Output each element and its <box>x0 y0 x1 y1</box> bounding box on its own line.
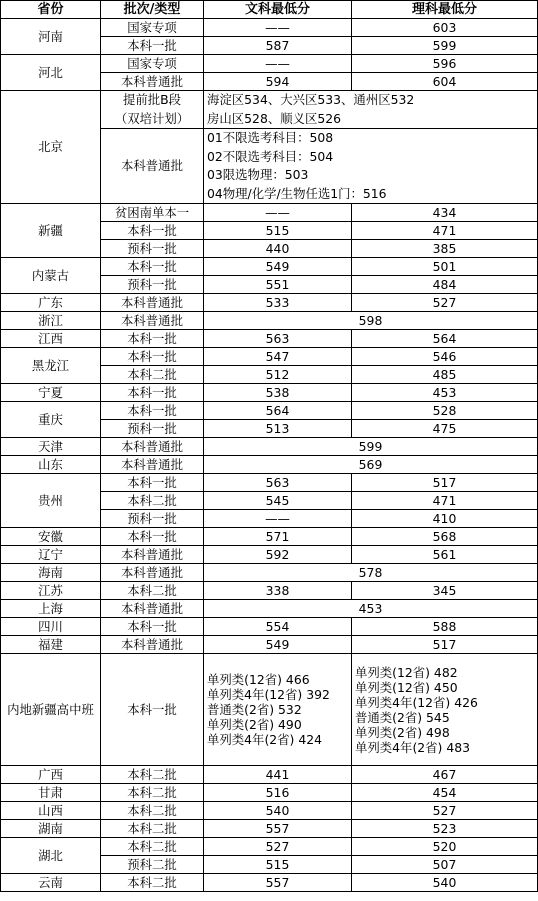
arts-score: —— <box>204 19 352 37</box>
header-arts-min: 文科最低分 <box>204 1 352 19</box>
batch-cell: 本科普通批 <box>101 438 204 456</box>
science-score: 410 <box>352 510 538 528</box>
arts-score <box>204 654 352 766</box>
batch-cell: 本科一批 <box>101 402 204 420</box>
batch-cell: 预科一批 <box>101 420 204 438</box>
batch-line: （双培计划） <box>114 110 190 126</box>
table-row <box>1 838 538 856</box>
batch-cell: 预科二批 <box>101 856 204 874</box>
arts-score: 594 <box>204 73 352 91</box>
arts-score: 557 <box>204 820 352 838</box>
batch-cell: 本科二批 <box>101 766 204 784</box>
science-score: 454 <box>352 784 538 802</box>
table-row <box>1 312 538 330</box>
science-score: 507 <box>352 856 538 874</box>
province-cell: 江苏 <box>1 582 101 600</box>
province-cell: 海南 <box>1 564 101 582</box>
combined-score <box>204 91 538 129</box>
arts-score: 563 <box>204 330 352 348</box>
table-row <box>1 456 538 474</box>
arts-score: 549 <box>204 258 352 276</box>
arts-score: —— <box>204 55 352 73</box>
batch-cell: 本科一批 <box>101 618 204 636</box>
province-cell: 河北 <box>1 55 101 91</box>
table-row <box>1 474 538 492</box>
science-score: 527 <box>352 294 538 312</box>
science-score: 540 <box>352 874 538 892</box>
arts-score: 515 <box>204 856 352 874</box>
science-score: 501 <box>352 258 538 276</box>
science-score: 599 <box>352 37 538 55</box>
table-row <box>1 784 538 802</box>
score-line: 单列类4年(12省) 426 <box>355 694 478 710</box>
province-cell: 天津 <box>1 438 101 456</box>
science-score: 596 <box>352 55 538 73</box>
score-line: 单列类(12省) 450 <box>355 679 458 695</box>
province-cell: 山西 <box>1 802 101 820</box>
batch-cell: 本科普通批 <box>101 73 204 91</box>
arts-score: 513 <box>204 420 352 438</box>
science-score: 471 <box>352 222 538 240</box>
table-row <box>1 438 538 456</box>
province-cell: 广西 <box>1 766 101 784</box>
combined-score <box>204 129 538 204</box>
combined-score: 598 <box>204 312 538 330</box>
batch-cell: 本科一批 <box>101 37 204 55</box>
province-cell: 安徽 <box>1 528 101 546</box>
score-line: 03限选物理：503 <box>207 167 309 182</box>
score-line: 04物理/化学/生物任选1门：516 <box>207 185 387 201</box>
province-cell: 福建 <box>1 636 101 654</box>
province-cell: 新疆 <box>1 204 101 258</box>
province-cell: 黑龙江 <box>1 348 101 384</box>
province-cell: 甘肃 <box>1 784 101 802</box>
arts-score: 551 <box>204 276 352 294</box>
arts-score: 571 <box>204 528 352 546</box>
score-line: 02不限选考科目：504 <box>207 148 334 164</box>
science-score: 588 <box>352 618 538 636</box>
arts-score: 557 <box>204 874 352 892</box>
arts-score: 512 <box>204 366 352 384</box>
table-row <box>1 258 538 276</box>
province-cell: 浙江 <box>1 312 101 330</box>
province-cell: 上海 <box>1 600 101 618</box>
science-score: 467 <box>352 766 538 784</box>
table-row <box>1 348 538 366</box>
batch-cell: 本科一批 <box>101 222 204 240</box>
score-line: 单列类(12省) 482 <box>355 664 458 680</box>
science-score: 564 <box>352 330 538 348</box>
arts-score: 587 <box>204 37 352 55</box>
arts-score: 549 <box>204 636 352 654</box>
science-score: 517 <box>352 474 538 492</box>
batch-cell: 本科普通批 <box>101 294 204 312</box>
score-line: 海淀区534、大兴区533、通州区532 <box>207 92 415 107</box>
batch-cell: 本科普通批 <box>101 456 204 474</box>
header-batch: 批次/类型 <box>101 1 204 19</box>
table-row <box>1 802 538 820</box>
batch-cell: 本科一批 <box>101 474 204 492</box>
batch-cell: 本科二批 <box>101 492 204 510</box>
table-row <box>1 820 538 838</box>
science-score: 546 <box>352 348 538 366</box>
header-row <box>1 1 538 19</box>
batch-cell: 本科一批 <box>101 528 204 546</box>
science-score: 385 <box>352 240 538 258</box>
science-score: 345 <box>352 582 538 600</box>
score-line: 单列类(2省) 498 <box>355 724 450 740</box>
score-line: 单列类(2省) 490 <box>207 717 302 732</box>
batch-cell: 本科一批 <box>101 348 204 366</box>
score-line: 普通类(2省) 545 <box>355 709 450 725</box>
province-cell: 湖北 <box>1 838 101 874</box>
province-cell: 内蒙古 <box>1 258 101 294</box>
batch-cell: 本科一批 <box>101 654 204 766</box>
province-cell: 贵州 <box>1 474 101 528</box>
science-score <box>352 654 538 766</box>
province-cell: 山东 <box>1 456 101 474</box>
arts-score: 538 <box>204 384 352 402</box>
science-score: 471 <box>352 492 538 510</box>
province-cell: 广东 <box>1 294 101 312</box>
batch-cell: 本科二批 <box>101 366 204 384</box>
science-score: 434 <box>352 204 538 222</box>
science-score: 523 <box>352 820 538 838</box>
batch-cell: 国家专项 <box>101 19 204 37</box>
province-cell: 四川 <box>1 618 101 636</box>
table-row <box>1 91 538 129</box>
table-row <box>1 618 538 636</box>
science-score: 484 <box>352 276 538 294</box>
table-row <box>1 582 538 600</box>
science-score: 561 <box>352 546 538 564</box>
science-score: 520 <box>352 838 538 856</box>
combined-score: 569 <box>204 456 538 474</box>
table-row <box>1 204 538 222</box>
table-row <box>1 384 538 402</box>
score-line: 单列类4年(2省) 424 <box>207 732 322 747</box>
arts-score: —— <box>204 510 352 528</box>
science-score: 453 <box>352 384 538 402</box>
arts-score: 540 <box>204 802 352 820</box>
batch-cell: 预科一批 <box>101 510 204 528</box>
arts-score: 592 <box>204 546 352 564</box>
table-row <box>1 766 538 784</box>
arts-score: —— <box>204 204 352 222</box>
arts-score: 554 <box>204 618 352 636</box>
batch-cell <box>101 91 204 129</box>
arts-score: 545 <box>204 492 352 510</box>
table-row <box>1 528 538 546</box>
science-score: 475 <box>352 420 538 438</box>
batch-cell: 贫困南单本一 <box>101 204 204 222</box>
province-cell: 江西 <box>1 330 101 348</box>
combined-score: 599 <box>204 438 538 456</box>
table-row <box>1 19 538 37</box>
batch-cell: 本科普通批 <box>101 312 204 330</box>
arts-score: 564 <box>204 402 352 420</box>
arts-score: 547 <box>204 348 352 366</box>
batch-cell: 本科二批 <box>101 802 204 820</box>
score-line: 单列类(12省) 466 <box>207 672 310 687</box>
table-row <box>1 294 538 312</box>
arts-score: 441 <box>204 766 352 784</box>
province-cell: 宁夏 <box>1 384 101 402</box>
science-score: 527 <box>352 802 538 820</box>
header-science-min: 理科最低分 <box>352 1 538 19</box>
table-row <box>1 874 538 892</box>
score-line: 01不限选考科目：508 <box>207 130 334 145</box>
batch-cell: 本科普通批 <box>101 600 204 618</box>
batch-cell: 本科二批 <box>101 784 204 802</box>
science-score: 528 <box>352 402 538 420</box>
batch-cell: 本科一批 <box>101 258 204 276</box>
batch-cell: 本科二批 <box>101 838 204 856</box>
science-score: 568 <box>352 528 538 546</box>
batch-cell: 本科一批 <box>101 330 204 348</box>
score-line: 单列类4年(2省) 483 <box>355 739 470 755</box>
batch-cell: 本科一批 <box>101 384 204 402</box>
province-cell: 河南 <box>1 19 101 55</box>
batch-cell: 本科二批 <box>101 874 204 892</box>
batch-cell: 本科普通批 <box>101 564 204 582</box>
batch-cell: 本科普通批 <box>101 546 204 564</box>
batch-cell: 本科二批 <box>101 582 204 600</box>
province-cell: 辽宁 <box>1 546 101 564</box>
arts-score: 440 <box>204 240 352 258</box>
province-cell: 北京 <box>1 91 101 204</box>
science-score: 485 <box>352 366 538 384</box>
table-row <box>1 330 538 348</box>
table-row <box>1 546 538 564</box>
arts-score: 516 <box>204 784 352 802</box>
arts-score: 527 <box>204 838 352 856</box>
batch-cell: 本科二批 <box>101 820 204 838</box>
table-row <box>1 600 538 618</box>
table-row <box>1 402 538 420</box>
score-line: 房山区528、顺义区526 <box>207 110 342 126</box>
province-cell: 内地新疆高中班 <box>1 654 101 766</box>
batch-cell: 预科一批 <box>101 240 204 258</box>
batch-line: 提前批B段 <box>122 92 182 107</box>
combined-score: 578 <box>204 564 538 582</box>
combined-score: 453 <box>204 600 538 618</box>
arts-score: 515 <box>204 222 352 240</box>
table-row <box>1 654 538 766</box>
arts-score: 563 <box>204 474 352 492</box>
header-province: 省份 <box>1 1 101 19</box>
table-row <box>1 55 538 73</box>
science-score: 604 <box>352 73 538 91</box>
table-row <box>1 636 538 654</box>
arts-score: 533 <box>204 294 352 312</box>
province-cell: 重庆 <box>1 402 101 438</box>
batch-cell: 本科普通批 <box>101 636 204 654</box>
batch-cell: 国家专项 <box>101 55 204 73</box>
batch-cell: 本科普通批 <box>101 129 204 204</box>
province-cell: 湖南 <box>1 820 101 838</box>
score-line: 普通类(2省) 532 <box>207 702 302 717</box>
arts-score: 338 <box>204 582 352 600</box>
science-score: 603 <box>352 19 538 37</box>
province-cell: 云南 <box>1 874 101 892</box>
batch-cell: 预科一批 <box>101 276 204 294</box>
science-score: 517 <box>352 636 538 654</box>
score-line: 单列类4年(12省) 392 <box>207 687 330 702</box>
table-row <box>1 564 538 582</box>
